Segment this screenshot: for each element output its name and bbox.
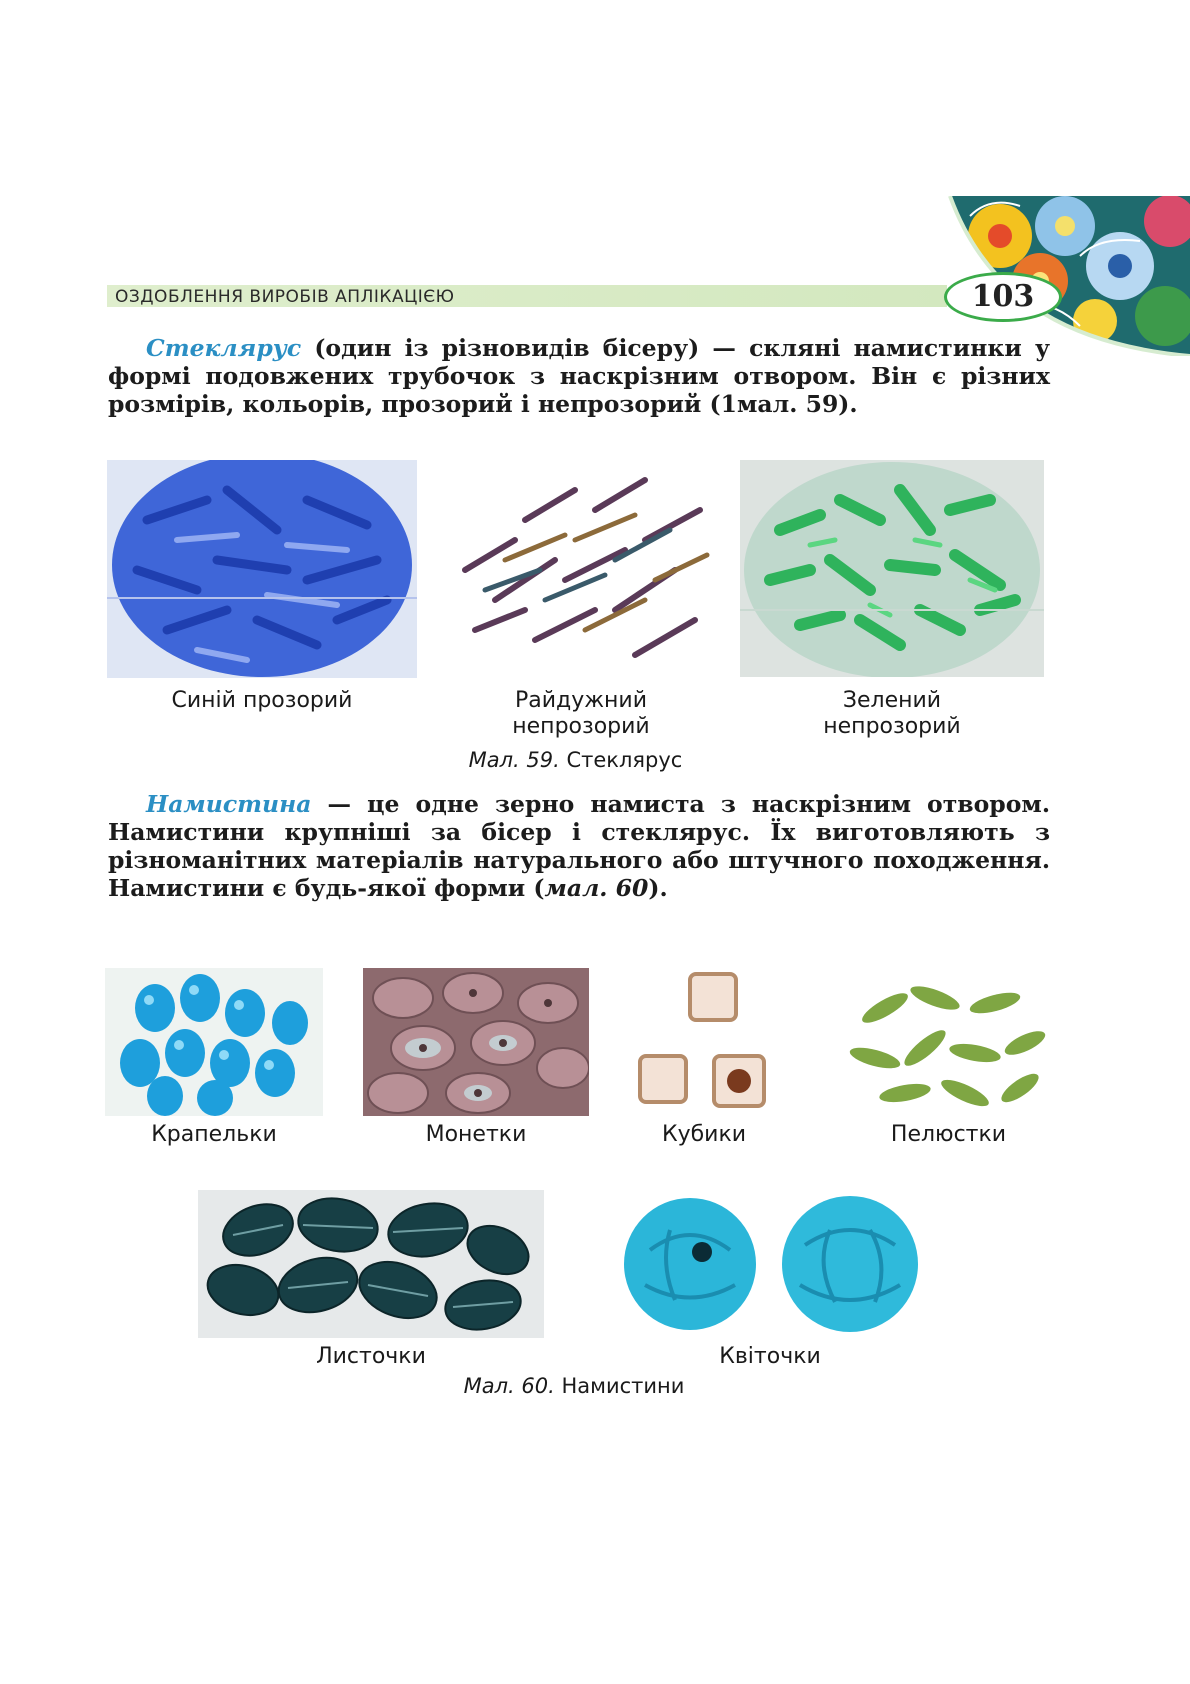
paragraph-namystyna-text-b: ). <box>648 874 668 902</box>
photo-cube-beads <box>624 968 784 1116</box>
section-title: ОЗДОБЛЕННЯ ВИРОБІВ АПЛІКАЦІЄЮ <box>115 287 455 307</box>
caption-cubes: Кубики <box>661 1122 747 1147</box>
term-steklyarus: Стеклярус <box>146 334 302 362</box>
figure-59-caption <box>107 748 1044 772</box>
caption-green-opaque <box>740 688 1044 740</box>
caption-line: непрозорий <box>823 714 961 739</box>
figure-reference: мал. 60 <box>544 874 649 902</box>
paragraph-namystyna-text-a: — це одне зерно намиста з наскрізним отвором. Намистини крупніші за бісер і стеклярус. Їх виготовляють з різноманітних матеріалів натурального або штучного походження. Намистини є будь-якої форми ( <box>108 790 1050 902</box>
figure-59-title: Стеклярус <box>559 748 683 772</box>
caption-iridescent-opaque <box>445 688 717 740</box>
caption-leaves: Листочки <box>316 1344 426 1369</box>
photo-flower-beads <box>590 1190 950 1338</box>
photo-leaf-beads <box>198 1190 544 1338</box>
caption-line: Зелений <box>842 688 942 713</box>
caption-line: Синій прозорий <box>171 688 353 713</box>
paragraph-namystyna <box>108 790 1050 902</box>
caption-line: Райдужний <box>514 688 648 713</box>
caption-blue-transparent <box>107 688 417 714</box>
caption-flowers: Квіточки <box>719 1344 821 1369</box>
figure-60-title: Намистини <box>554 1374 685 1398</box>
photo-coin-beads <box>363 968 589 1116</box>
page-number: 103 <box>944 272 1062 322</box>
photo-petal-beads <box>845 968 1052 1116</box>
photo-green-opaque-bugle-beads <box>740 460 1044 677</box>
term-namystyna: Намистина <box>146 790 312 818</box>
paragraph-steklyarus-text: (один із різновидів бісеру) — скляні намистинки у формі подовжених трубочок з наскрізним отвором. Він є різних розмірів, кольорів, прозорий і непрозорий (1мал. 59). <box>108 334 1050 418</box>
photo-blue-transparent-bugle-beads <box>107 460 417 678</box>
caption-line: непрозорий <box>512 714 650 739</box>
caption-drops: Крапельки <box>151 1122 277 1147</box>
figure-60-caption <box>198 1374 950 1398</box>
paragraph-steklyarus <box>108 334 1050 418</box>
caption-coins: Монетки <box>425 1122 527 1147</box>
photo-iridescent-opaque-bugle-beads <box>445 460 717 675</box>
figure-59-label: Мал. 59. <box>468 748 560 772</box>
photo-drop-beads <box>105 968 323 1116</box>
figure-60-label: Мал. 60. <box>463 1374 555 1398</box>
caption-petals: Пелюстки <box>890 1122 1007 1147</box>
